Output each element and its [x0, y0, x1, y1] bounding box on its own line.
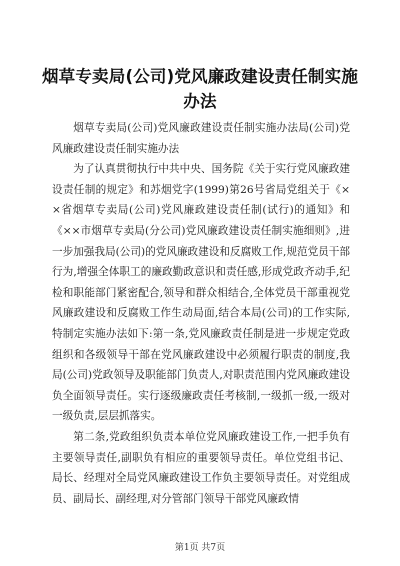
- paragraph-article-2: 第二条,党政组织负责本单位党风廉政建设工作,一把手负有主要领导责任,副职负有相应的重要领导责任。单位党组书记、局长、经理对全局党风廉政建设工作负主要领导责任。对党组成员、副局长、副经理,对分管部门领导干部党风廉政情: [52, 430, 350, 505]
- page-number-footer: 第1页 共7页: [174, 543, 226, 553]
- paragraph-intro: 烟草专卖局(公司)党风廉政建设责任制实施办法局(公司)党风廉政建设责任制实施办法: [52, 122, 350, 155]
- paragraph-article-1: 为了认真贯彻执行中共中央、国务院《关于实行党风廉政建设责任制的规定》和苏烟党字(1999)第26号省局党组关于《××省烟草专卖局(公司)党风廉政建设责任制(试行)的通知》和《××市烟草专卖局(分公司)党风廉政建设责任制实施细则》,进一步加强我局(公司)的党风廉政建设和反腐败工作,规范党员干部行为,增强全体职工的廉政勤政意识和责任感,形成党政齐动手,纪检和职能部门紧密配合,领导和群众相结合,全体党员干部重视党风廉政建设和反腐败工作生动局面,结合本局(公司)的工作实际,特制定实施办法如下:第一条,党风廉政责任制是进一步规定党政组织和各级领导干部在党风廉政建设中必须履行职责的制度,我局(公司)党政领导及职能部门负责人,对职责范围内党风廉政建设负全面领导责任。实行逐级廉政责任考核制,一级抓一级,一级对一级负责,层层抓落实。: [52, 163, 350, 423]
- document-body: [52, 118, 350, 509]
- document-title: 烟草专卖局(公司)党风廉政建设责任制实施办法: [41, 67, 359, 111]
